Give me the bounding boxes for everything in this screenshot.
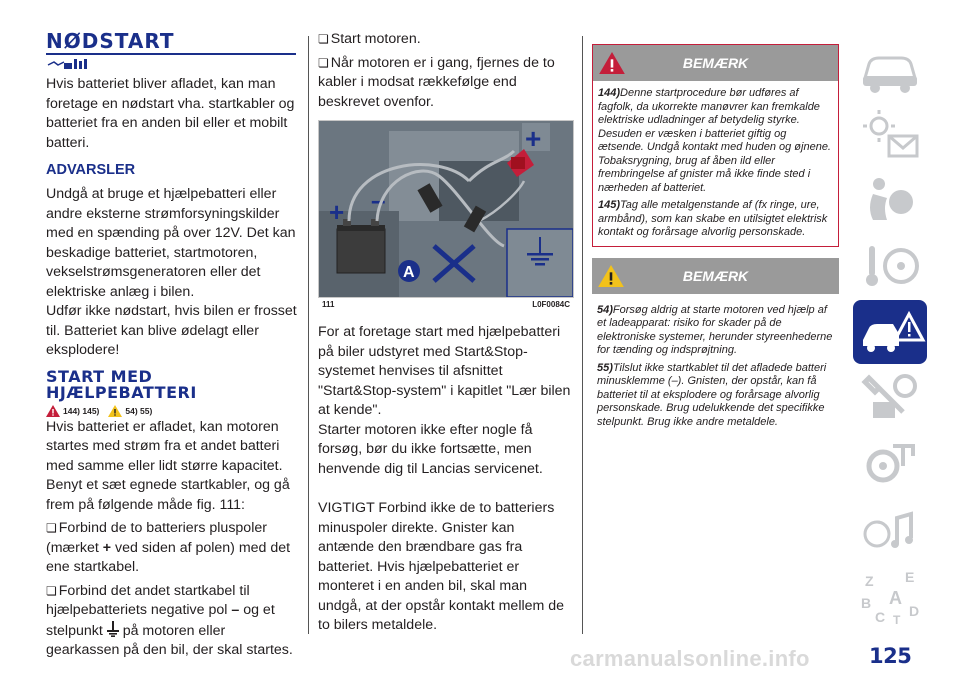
svg-text:–: – [371,185,386,215]
page-number: 125 [869,644,912,668]
warning-note-box [592,44,839,247]
yellow-refs: 54) 55) [125,405,153,416]
note-55: 55)Tilslut ikke startkablet til det afladede batteri minusklemme (–). Gnisten, der opstår, kan få batteriet til at eksplodere og forårsage alvorlig personskade. Brug udelukkende det specifikke stelpunkt. Brug ikke andre metaldele. [597,361,827,428]
column-1 [46,30,298,661]
step-4: ❏ Når motoren er i gang, fjernes de to kabler i modsat rækkefølge end beskrevet ovenfor. [318,54,574,113]
svg-text:E: E [905,569,915,585]
column-divider [582,36,583,634]
warnings-paragraph-2: Udfør ikke nødstart, hvis bilen er frosset til. Batteriet kan blive ødelagt eller eksplodere! [46,303,297,358]
svg-text:A: A [889,588,902,608]
engine-start-icon [46,57,298,71]
reference-notes [46,404,298,418]
title-rule [46,53,296,55]
warning-yellow-icon [598,265,624,287]
step-3: ❏ Start motoren. [318,30,574,50]
note-145: 145)Tag alle metalgenstande af (fx ringe, ure, armbånd), som kan skabe en utilsigtet elektrisk kontakt og forårsage alvorlig personskade. [598,199,828,238]
note-54: 54)Forsøg aldrig at starte motoren ved hjælp af et ladeapparat: risiko for skader på de elektroniske systemer, herunder styreenhederne for tænding og indsprøjtning. [597,303,833,356]
index-tab-icon[interactable] [853,564,927,628]
dashboard-lights-tab-icon[interactable] [853,102,927,166]
column-divider [308,36,309,634]
warning-red-icon [46,405,60,417]
figure-number: 111 [322,300,335,309]
safety-airbag-tab-icon[interactable] [853,168,927,232]
svg-text:C: C [875,609,886,625]
svg-text:T: T [893,613,901,627]
figure-marker: A [403,264,415,281]
caution-note-title: BEMÆRK [682,267,749,284]
step-1: ❏ Forbind de to batteriers pluspoler (mærket + ved siden af polen) med det ene startkabel. [46,519,298,578]
note-144: 144)Denne startprocedure bør udføres af fagfolk, da ukorrekte manøvrer kan fremkalde elektriske udladninger af betydelig styrke. Desuden er væsken i batteriet giftig og ætsende. Undgå kontakt med huden og øjnene. Tobaksrygning, brug af åben ild eller frembringelse af gnister må ikke finde sted i nærheden af batteriet. [598,87,831,194]
column-3 [592,44,839,435]
section-title: NØDSTART [46,29,175,53]
svg-text:+: + [525,123,542,154]
svg-text:D: D [909,603,920,619]
warnings-paragraph: Undgå at bruge et hjælpebatteri eller andre eksterne strømforsyningskilder med en spænding på over 12V. Det kan beskadige batteriet, startmotoren, vekselstrømsgeneratoren eller det elektriske anlæg i bilen. [46,186,296,300]
starting-driving-tab-icon[interactable] [853,234,927,298]
red-refs: 144) 145) [63,405,100,416]
figure-code: L0F0084C [532,300,570,309]
warning-note-header [593,45,838,81]
caution-note-box [592,258,839,436]
subsection-title: START MED HJÆLPEBATTERI [46,366,197,402]
caution-note-header [592,258,839,294]
car-overview-tab-icon[interactable] [853,36,927,100]
svg-text:+: + [329,197,345,227]
warning-red-icon [599,52,625,74]
svg-text:B: B [861,595,872,611]
technical-data-tab-icon[interactable] [853,432,927,496]
ground-symbol-icon [107,621,119,637]
emergency-tab-icon[interactable] [853,300,927,364]
multimedia-tab-icon[interactable] [853,498,927,562]
warnings-heading: ADVARSLER [46,162,136,178]
discharged-paragraph: Hvis batteriet er afladet, kan motoren startes med strøm fra et andet batteri med samme eller lidt større kapacitet. Benyt et sæt egnede startkabler, og gå frem på følgende måde fig. 111: [46,418,290,513]
intro-paragraph: Hvis batteriet bliver afladet, kan man foretage en nødstart vha. startkabler og batteriet fra en anden bil eller et mobilt batteri. [46,76,295,151]
start-stop-paragraph: For at foretage start med hjælpebatteri på biler udstyret med Start&Stop-systemet henvises til afsnittet "Start&Stop-system" i kapitlet "Lær bilen at kende". Starter motoren ikke efter nogle få forsøg, bør du ikke fortsætte, men henvende dig til Lancias servicenet. [318,324,571,477]
warning-yellow-icon [108,405,122,417]
important-paragraph: VIGTIGT Forbind ikke de to batteriers minuspoler direkte. Gnister kan antænde den brændbare gas fra batteriet. Hvis hjælpebatteriet er monteret i en anden bil, skal man undgå, at der opstår kontakt mellem de to bilers metaldele. [318,500,565,633]
warning-note-title: BEMÆRK [682,55,749,71]
svg-text:Z: Z [865,573,874,589]
step-2: ❏ Forbind det andet startkabel til hjælpebatteriets negative pol – og et stelpunkt på motoren eller gearkassen på den bil, der skal startes. [46,582,298,661]
maintenance-tab-icon[interactable] [853,366,927,430]
warning-note-body [593,81,838,246]
watermark: carmanualsonline.info [570,646,810,671]
caution-note-body [592,294,839,436]
jump-start-figure [318,120,574,298]
figure-caption [318,300,574,309]
column-2 [318,30,574,636]
